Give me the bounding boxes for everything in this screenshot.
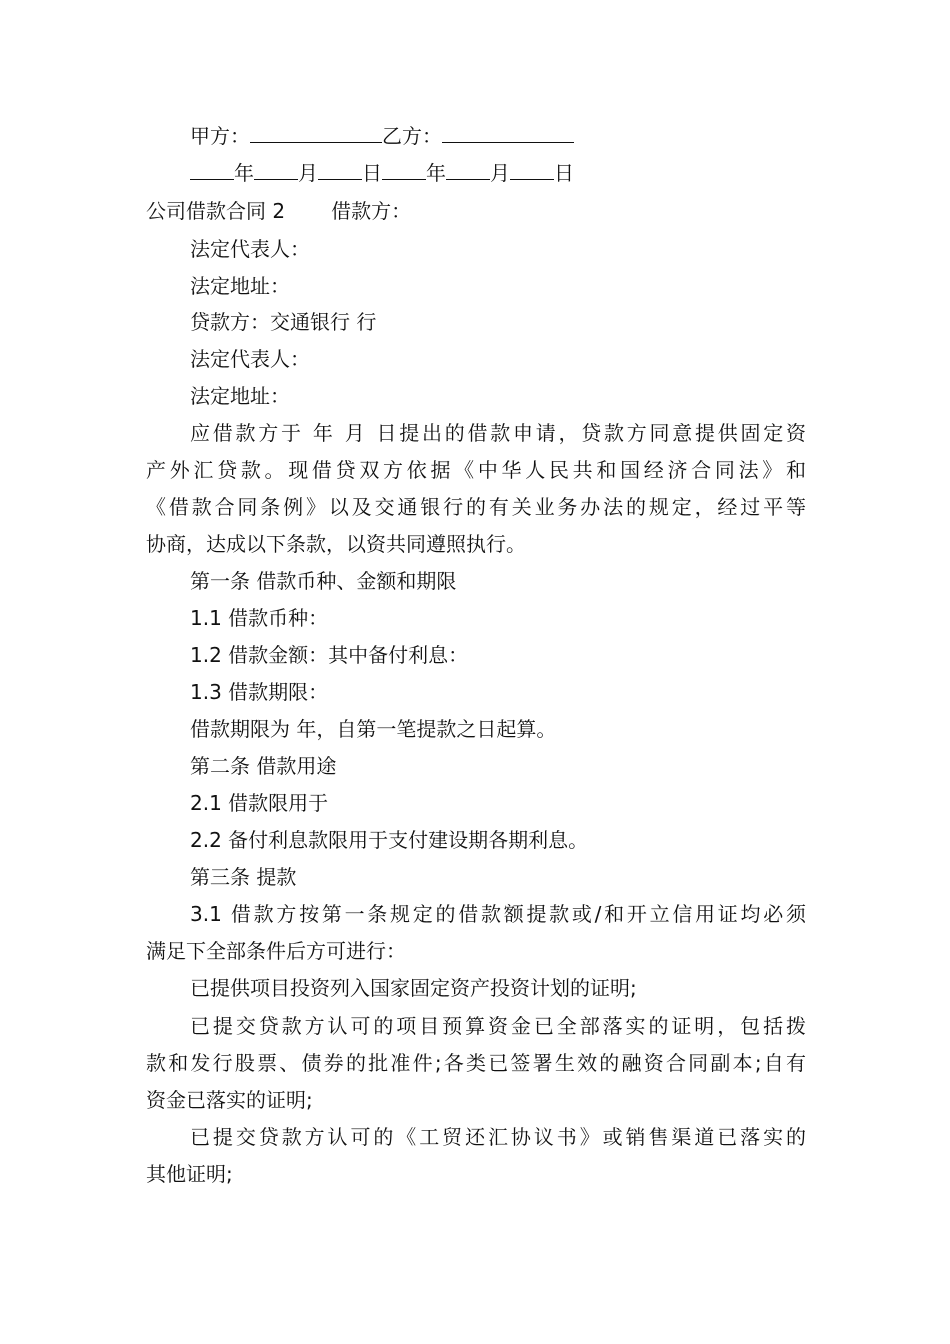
party-a-blank xyxy=(250,124,382,143)
intro-line: 协商，达成以下条款，以资共同遵照执行。 xyxy=(146,532,526,556)
date-year: 年 xyxy=(234,161,254,185)
article-3-1-cont: 满足下全部条件后方可进行： xyxy=(146,939,406,963)
condition-2-cont: 资金已落实的证明; xyxy=(146,1088,313,1112)
article-2-1: 2.1 借款限用于 xyxy=(190,791,329,815)
party-a-label: 甲方： xyxy=(190,124,250,148)
date-blank xyxy=(254,161,298,180)
condition-2-cont: 款和发行股票、债券的批准件;各类已签署生效的融资合同副本;自有 xyxy=(146,1051,806,1075)
date-month: 月 xyxy=(298,161,318,185)
intro-line: 《借款合同条例》以及交通银行的有关业务办法的规定，经过平等 xyxy=(146,495,806,519)
date-blank xyxy=(382,161,426,180)
legal-rep-lender: 法定代表人： xyxy=(190,347,310,371)
article-3-1: 3.1 借款方按第一条规定的借款额提款或/和开立信用证均必须 xyxy=(190,902,806,926)
date-month: 月 xyxy=(490,161,510,185)
article-3-title: 第三条 提款 xyxy=(190,865,297,889)
article-1-1: 1.1 借款币种： xyxy=(190,606,329,630)
date-blank xyxy=(510,161,554,180)
intro-line: 应借款方于 年 月 日提出的借款申请，贷款方同意提供固定资 xyxy=(190,421,806,445)
legal-address-borrower: 法定地址： xyxy=(190,274,290,298)
party-b-blank xyxy=(442,124,574,143)
date-day: 日 xyxy=(362,161,382,185)
contract-title-line xyxy=(146,199,411,223)
condition-1: 已提供项目投资列入国家固定资产投资计划的证明; xyxy=(190,976,637,1000)
condition-3: 已提交贷款方认可的《工贸还汇协议书》或销售渠道已落实的 xyxy=(190,1125,806,1149)
legal-address-lender: 法定地址： xyxy=(190,384,290,408)
date-blank xyxy=(190,161,234,180)
legal-rep-borrower: 法定代表人： xyxy=(190,237,310,261)
lender-line: 贷款方：交通银行 行 xyxy=(190,310,377,334)
signature-parties-line xyxy=(190,124,574,148)
signature-date-line xyxy=(190,161,574,185)
date-blank xyxy=(446,161,490,180)
date-day: 日 xyxy=(554,161,574,185)
condition-2: 已提交贷款方认可的项目预算资金已全部落实的证明，包括拨 xyxy=(190,1014,806,1038)
contract-title: 公司借款合同 2 xyxy=(146,199,286,223)
condition-3-cont: 其他证明; xyxy=(146,1162,233,1186)
intro-line: 产外汇贷款。现借贷双方依据《中华人民共和国经济合同法》和 xyxy=(146,458,806,482)
article-1-3: 1.3 借款期限： xyxy=(190,680,329,704)
article-1-2: 1.2 借款金额：其中备付利息： xyxy=(190,643,469,667)
article-1-3-text: 借款期限为 年，自第一笔提款之日起算。 xyxy=(190,717,557,741)
article-2-title: 第二条 借款用途 xyxy=(190,754,337,778)
date-blank xyxy=(318,161,362,180)
article-1-title: 第一条 借款币种、金额和期限 xyxy=(190,569,457,593)
borrower-label: 借款方： xyxy=(331,199,412,223)
date-year: 年 xyxy=(426,161,446,185)
article-2-2: 2.2 备付利息款限用于支付建设期各期利息。 xyxy=(190,828,589,852)
party-b-label: 乙方： xyxy=(382,124,442,148)
